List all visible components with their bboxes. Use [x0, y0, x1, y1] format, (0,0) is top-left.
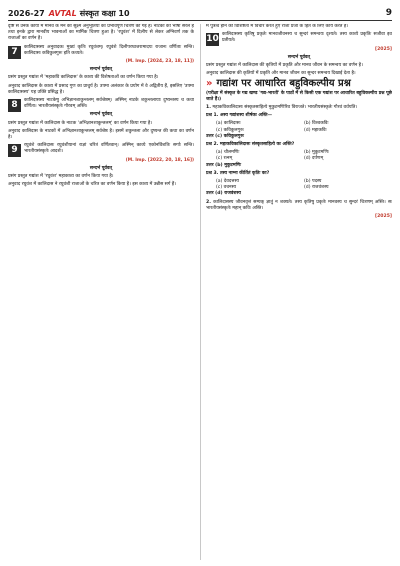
- mcq-question: प्रश्न 2. महाकविकालिदासः संस्कृतसाहित्ये कः अस्ति?: [206, 142, 295, 148]
- question-number: 9: [8, 144, 21, 157]
- exam-reference: (M. Imp. [2022, 20, 18, 16]): [125, 157, 194, 163]
- double-chevron-right-icon: »: [206, 78, 213, 90]
- question-9: [8, 143, 194, 188]
- mcq-option: (a) चौलमणिः: [216, 150, 240, 156]
- mcq-options: [216, 179, 392, 191]
- context-hint: सन्दर्भ पूर्ववत्: [89, 165, 113, 171]
- prasang-text: प्रसंग प्रस्तुत गद्यांश में 'रघुवंश' महाकाव्य का वर्णन किया गया है।: [8, 174, 114, 180]
- question-number: 10: [206, 34, 219, 45]
- anuvad-text: अनुवाद कालिदास के काव्य में प्रसाद गुण का प्राचुर्य है। उपमा अलंकार के प्रयोग में वे अद्वितीय हैं, इसलिए 'उपमा कालिदासस्य' यह उक्ति प्रसिद्ध है।: [8, 83, 194, 95]
- anuvad-text: अनुवाद कालिदास के नाटकों में अभिज्ञानशाकुन्तलम् सर्वश्रेष्ठ है। इसमें शकुन्तला और दुष्यन्त की कथा का वर्णन है।: [8, 128, 194, 141]
- mcq-option: (d) महाकविः: [304, 127, 327, 133]
- left-column: [8, 24, 194, 560]
- passage-text: कालिदासस्य अनुवादकः मुख्यं कृतिः रघुवंशम्। रघुवंशे दिलीपरघ्वजरामादयः राजानः वर्णिताः सन्ति। कालिदासः कविकुलगुरुः इति कथ्यते।: [24, 44, 194, 56]
- brand-logo: AVTAL: [48, 8, 77, 18]
- question-number: 8: [8, 99, 21, 112]
- mcq-options: [216, 150, 392, 162]
- mcq-option: (c) वचनस्य: [216, 185, 237, 191]
- mcq-question: प्रश्न 1. अस्य गद्यांशस्य शीर्षकः अस्ति—: [206, 113, 273, 119]
- anuvad-text: अनुवाद कालिदास की कृतियों में प्रकृति और मानव जीवन का सुन्दर समन्वय दिखाई देता है।: [206, 71, 356, 77]
- section-title: गद्यांश पर आधारित बहुविकल्पीय प्रश्न: [216, 78, 351, 90]
- passage-text: महाकविकालिदासः संस्कृतसाहित्ये मुकुटमणिरिव विराजते। भारतीयसंस्कृतेः गौरवं वर्धयति।: [212, 105, 358, 111]
- section-instruction: (परीक्षा में संस्कृत के गद्य खण्ड 'गद्य-भारती' के पाठों में से किसी एक गद्यांश पर आधारित बहुविकल्पीय प्रश्न पूछे जाते हैं।): [206, 90, 392, 102]
- mcq-option: (c) कविकुलगुरुः: [216, 127, 244, 133]
- mcq-option: (a) कालिदासः: [216, 121, 241, 127]
- page-number: 9: [385, 8, 392, 18]
- exam-year: [2025]: [375, 214, 392, 220]
- mcq-passage-2: [206, 200, 392, 221]
- mcq-option: (c) रत्नम्: [216, 156, 233, 162]
- passage-text: कालिदासस्य कृतिषु प्रकृतेः मानवजीवनस्य च सुन्दरं समन्वयः दृश्यते। तस्य काव्ये प्रकृतिः सजीवा इव प्रतीयते।: [222, 32, 392, 44]
- mcq-option: (b) मुकुटमणिः: [304, 150, 329, 156]
- exam-reference: (M. Imp. [2024, 23, 18, 11]): [125, 59, 194, 65]
- passage-text: रघुवंशे कालिदासः रघुवंशीयानां राज्ञां चरित्रं वर्णितवान्। अस्मिन् काव्ये एकोनविंशतिः सर्गाः सन्ति। भारतीयसंस्कृतेः आदर्शः।: [24, 143, 194, 155]
- passage-number: 2.: [206, 199, 211, 205]
- mcq-options: [216, 121, 392, 133]
- prasang-text: प्रसंग प्रस्तुत गद्यांश में कालिदास की कृतियों में प्रकृति और मानव जीवन के समन्वय का वर्णन है।: [206, 63, 363, 69]
- context-hint: सन्दर्भ पूर्ववत्: [89, 112, 113, 118]
- mcq-section-heading: [206, 78, 392, 90]
- mcq-answer: उत्तर (d) राजवंशस्य: [206, 191, 241, 197]
- context-hint: सन्दर्भ पूर्ववत्: [287, 54, 311, 60]
- mcq-option: (b) विश्वकविः: [304, 121, 329, 127]
- mcq-answer: उत्तर (c) कविकुलगुरुः: [206, 133, 244, 139]
- passage-text: कालिदासस्य जीवनवृत्तं सम्यक् ज्ञातुं न शक्यते। तस्य कृतिषु प्रकृतेः मानवस्य च सुन्दरं चित्रणम् अस्ति। सः भारतीयसंस्कृतेः महान् कविः अस्ति।: [206, 199, 392, 211]
- right-intro: में पुत्रत्व होने की विशिष्टता में विचार करते हुए राजा प्रजा के हित के लिए कार्य करते हैं।: [206, 24, 349, 29]
- context-hint: सन्दर्भ पूर्ववत्: [89, 67, 113, 73]
- question-10: [206, 32, 392, 77]
- mcq-option: (a) देवदत्तस्य: [216, 179, 239, 185]
- mcq-question: प्रश्न 3. तस्य नाम्ना कीर्तितं कृतिः का?: [206, 170, 270, 176]
- anuvad-text: अनुवाद रघुवंश में कालिदास ने रघुवंशी राजाओं के चरित्र का वर्णन किया है। इस काव्य में उन्नीस सर्ग हैं।: [8, 182, 176, 188]
- passage-text: कालिदासस्य नाटकेषु अभिज्ञानशाकुन्तलम् सर्वश्रेष्ठम्। अस्मिन् नाटके शकुन्तलायाः दुष्यन्तस्य च कथा वर्णिता। भारतीयसंस्कृतेः गौरवम् अस्ति।: [24, 98, 194, 110]
- mcq-passage-1: [206, 105, 392, 198]
- header-subject: संस्कृत कक्षा 10: [79, 8, 130, 18]
- exam-year: [2025]: [375, 46, 392, 52]
- prasang-text: प्रसंग प्रस्तुत गद्यांश में कालिदास के नाटक 'अभिज्ञानशाकुन्तलम्' का वर्णन किया गया है।: [8, 120, 153, 126]
- mcq-option: (d) दर्पणम्: [304, 156, 324, 162]
- page-header: [8, 6, 392, 20]
- column-divider: [200, 24, 201, 560]
- right-column: [206, 24, 392, 560]
- question-8: [8, 98, 194, 141]
- left-intro: दृष्टि से उनके कार्यों में मानव के मन की सूक्ष्म अनुभूतियों का प्रभावपूर्ण चित्रण की गई है। नाटकों की भाषा सरल है तथा इनके द्वारा मानवीय भावनाओं का मार्मिक चित्रण हुआ है। 'रघुवंश' में दिलीप से लेकर अग्निवर्ण तक के राजाओं का वर्णन है।: [8, 24, 194, 42]
- mcq-option: (d) राजवंशस्य: [304, 185, 329, 191]
- mcq-option: (b) पदस्य: [304, 179, 322, 185]
- question-7: [8, 45, 194, 96]
- prasang-text: प्रसंग प्रस्तुत गद्यांश में 'महाकवि कालिदास' के काव्य की विशेषताओं का वर्णन किया गया है।: [8, 75, 159, 81]
- passage-number: 1.: [206, 105, 211, 111]
- header-divider: [8, 20, 392, 21]
- question-number: 7: [8, 46, 21, 59]
- header-year: 2026-27: [8, 8, 45, 18]
- mcq-answer: उत्तर (b) मुकुटमणिः: [206, 162, 242, 168]
